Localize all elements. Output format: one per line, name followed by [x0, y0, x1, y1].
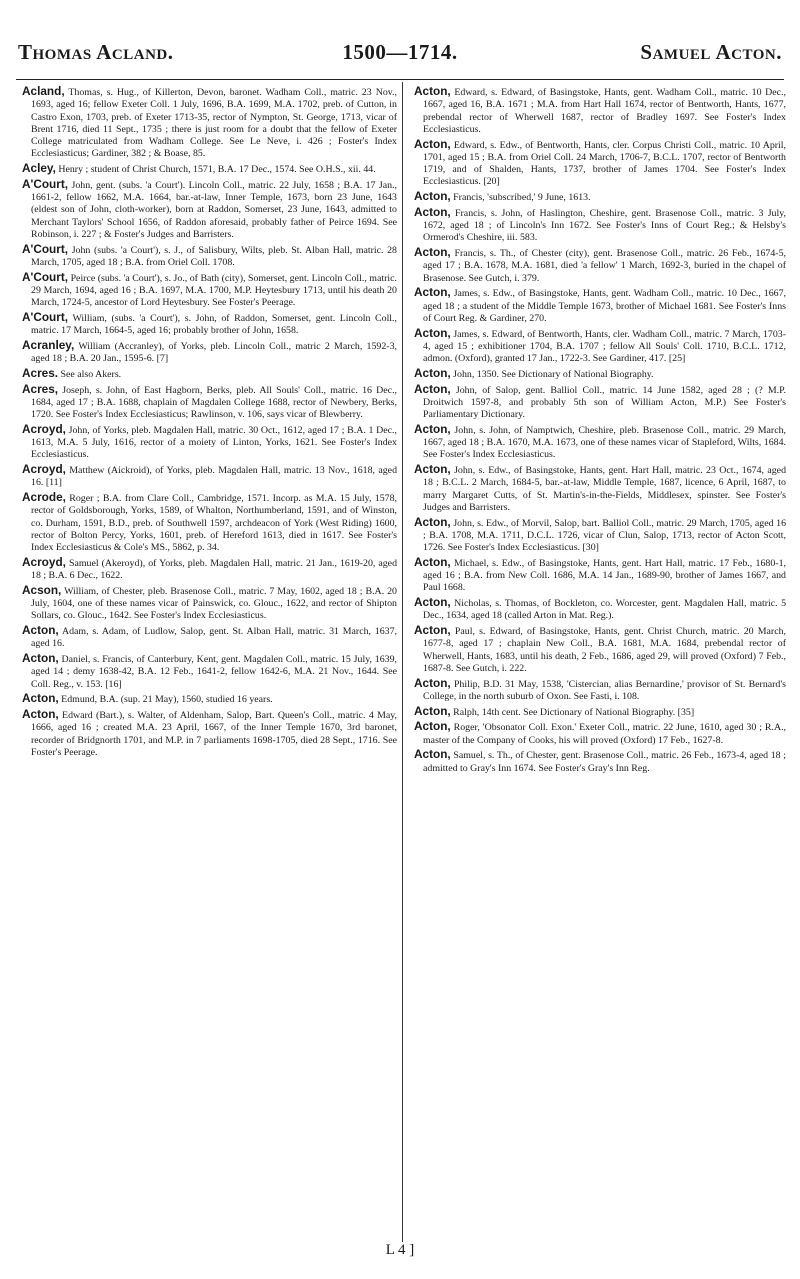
entry-text: William, (subs. 'a Court'), s. John, of Raddon, Somerset, gent. Lincoln Coll., matric. 17 March, 1664-5, aged 16; probably brother of John, 1658.: [31, 312, 397, 336]
entry-text: Matthew (Aickroid), of Yorks, pleb. Magdalen Hall, matric. 13 Nov., 1618, aged 16. [11]: [31, 465, 397, 489]
entry-text: Edward, s. Edward, of Basingstoke, Hants, gent. Wadham Coll., matric. 10 Dec., 1667, aged 16, B.A. 1671 ; M.A. from Hart Hall 1674, rector of Bentworth, Hants, 1677, prebendal rector of Wherwell 1687, rector of Bradley 1697. See Foster's Index Ecclesiasticus.: [423, 87, 786, 135]
entry-text: Francis, 'subscribed,' 9 June, 1613.: [453, 192, 591, 203]
entry: [414, 596, 786, 623]
entry-text: John, 1350. See Dictionary of National Biography.: [453, 368, 654, 380]
entry-text: Roger ; B.A. from Clare Coll., Cambridge, 1571. Incorp. as M.A. 15 July, 1578, rector of Goldsborough, Yorks, 1589, of Whalton, Northumberland, 1591, and of Winston, co. Durham, 1591, B.D., preb. of Southwell 1597, archdeacon of York (West Riding) 1600, rector of Bolton Percy, Yorks, 1601, preb. of Hereford 1613, died in 1617. See Foster's Index Ecclesiasticus & Cole's MS., 5862, p. 34.: [31, 493, 397, 553]
entry-name: Acton,: [22, 707, 59, 721]
entry-name: Acson,: [22, 582, 62, 597]
entry-name: Acton,: [414, 85, 451, 98]
entry-text: Paul, s. Edward, of Basingstoke, Hants, gent. Christ Church, matric. 20 March, 1677-8, aged 17 ; chaplain New Coll., B.A. 1681, M.A. 1684, prebendal rector of Wherwell, Hants, 1683, until his death, 2 Feb., 1686, aged 29, will proved (Oxford) 7 Feb., 1687-8. See Gutch, i. 222.: [423, 626, 786, 674]
entry-text: Roger, 'Obsonator Coll. Exon.' Exeter Coll., matric. 22 June, 1610, aged 30 ; R.A., master of the Company of Cooks, his will proved (Oxford) 17 Feb., 1627-8.: [423, 722, 786, 746]
entry-name: Acton,: [22, 691, 59, 706]
header-center: 1500—1714.: [342, 40, 458, 64]
entry-name: Acton,: [414, 285, 451, 300]
entry-text: Samuel (Akeroyd), of Yorks, pleb. Magdalen Hall, matric. 21 Jan., 1619-20, aged 18 ; B.A. 6 Dec., 1622.: [31, 557, 397, 581]
entry-text: William, of Chester, pleb. Brasenose Coll., matric. 7 May, 1602, aged 18 ; B.A. 20 July, 1604, one of these names vicar of Painswick, co. Glouc., 1622, and rector of Shipton Sollars, co. Glouc., 1642. See Foster's Index Ecclesiasticus.: [31, 585, 397, 622]
entry: [22, 178, 397, 241]
entry-name: Acton,: [414, 325, 451, 340]
entry: [414, 206, 786, 245]
entry-name: Acton,: [414, 462, 451, 476]
entry: [22, 243, 397, 270]
entry: [414, 327, 786, 366]
entry-name: A'Court,: [22, 241, 69, 256]
entry: [22, 162, 397, 176]
signature-mark: L 4 ]: [385, 1242, 415, 1258]
entry-text: Philip, B.D. 31 May, 1538, 'Cistercian, alias Bernardine,' provisor of St. Bernard's College, in the north suburb of Oxon. See Fasti, i. 108.: [423, 678, 786, 702]
entry-name: A'Court,: [22, 176, 69, 191]
entry: [414, 85, 786, 136]
entry-text: John, gent. (subs. 'a Court'). Lincoln Coll., matric. 22 July, 1658 ; B.A. 17 Jan., 1661-2, fellow 1662, M.A. 1664, bar.-at-law, Inner Temple, 1673, born 23 June, 1643 (eldest son of John, cloth-worker), born at Raddon, Somerset, 23 June, 1643, admitted to Merchant Taylors' School 1656, of Raddon aforesaid, probably father of Peirce 1694. See Robinson, i. 227 ; & Foster's Judges and Barristers.: [31, 179, 397, 240]
entry-name: Acton,: [414, 381, 451, 396]
entry-text: Thomas, s. Hug., of Killerton, Devon, baronet. Wadham Coll., matric. 23 Nov., 1693, aged 16; fellow Exeter Coll. 1 July, 1696, B.A. 1699, M.A. 1702, preb. of Cutton, in Castro Exon, 1703, preb. of Exeter 1713-35, rector of Nympton, St. George, 1713, vicar of Brent 1716, died 11 Sept., 1735 ; there is just room for a doubt that the fellow of Exeter College matriculated from Wadham College. See Le Neve, i. 426 ; Foster's Index Ecclesiasticus; Gardiner, 382 ; & Boase, 85.: [31, 87, 397, 160]
entry-name: Acton,: [414, 675, 451, 690]
entry: [414, 720, 786, 747]
entry-name: Acrode,: [22, 490, 66, 504]
entry: [414, 138, 786, 189]
entry-name: Acres,: [22, 381, 59, 396]
entry: [414, 705, 786, 719]
entry-text: Ralph, 14th cent. See Dictionary of National Biography. [35]: [453, 706, 695, 718]
right-column: [414, 85, 786, 1235]
entry: [22, 271, 397, 310]
entry: [414, 556, 786, 595]
entry: [22, 423, 397, 462]
entry-name: Acton,: [22, 623, 59, 637]
entry-name: Acley,: [22, 161, 56, 175]
entry: [414, 246, 786, 285]
entry-name: Acroyd,: [22, 462, 66, 476]
entry-name: A'Court,: [22, 269, 69, 284]
entry-name: Acres.: [22, 365, 59, 380]
entry-text: Adam, s. Adam, of Ludlow, Salop, gent. St. Alban Hall, matric. 31 March, 1637, aged 16.: [31, 626, 397, 650]
entry-text: William (Accranley), of Yorks, pleb. Lincoln Coll., matric 2 March, 1592-3, aged 18 ; B.A. 20 Jan., 1595-6. [7]: [31, 340, 397, 364]
entry-name: Acton,: [414, 245, 451, 259]
entry: [414, 516, 786, 555]
entry: [22, 491, 397, 554]
entry-text: Joseph, s. John, of East Hagborn, Berks, pleb. All Souls' Coll., matric. 16 Dec., 1684, aged 17 ; B.A. 1688, chaplain of Magdalen College 1688, rector of Newbery, Berks, 1720. See Foster's Index Ecclesiasticus; Rawlinson, v. 106, says vicar of Blewberry.: [31, 384, 397, 420]
entry-text: Samuel, s. Th., of Chester, gent. Brasenose Coll., matric. 26 Feb., 1673-4, aged 18 ; admitted to Gray's Inn 1674. See Foster's Gray's Inn Reg.: [423, 750, 786, 774]
entry-text: John, s. Edw., of Morvil, Salop, bart. Balliol Coll., matric. 29 March, 1705, aged 16 ; B.A. 1708, M.A. 1711, D.C.L. 1726, vicar of Clun, Salop, 1713, rector of Acton Scott, 1726. See Foster's Index Ecclesiasticus. [30]: [423, 517, 786, 553]
entry: [22, 383, 397, 422]
entry-text: James, s. Edw., of Basingstoke, Hants, gent. Wadham Coll., matric. 10 Dec., 1667, aged 18 ; a student of the Middle Temple 1673, brother of Michael 1681. See Foster's Inns of Court Reg. & Gardiner, 270.: [423, 288, 786, 324]
entry-text: Edmund, B.A. (sup. 21 May), 1560, studied 16 years.: [61, 694, 273, 706]
entry-text: John, of Yorks, pleb. Magdalen Hall, matric. 30 Oct., 1612, aged 17 ; B.A. 1 Dec., 1613, M.A. 5 July, 1616, rector of a moiety of Linton, Yorks, 1621. See Foster's Index Ecclesiasticus.: [31, 424, 397, 461]
entry: [414, 383, 786, 422]
entry-text: Francis, s. Th., of Chester (city), gent. Brasenose Coll., matric. 26 Feb., 1674-5, aged 17 ; B.A. 1678, M.A. 1681, died 'a fellow' 1 March, 1692-3, buried in the chapel of Brasenose. See Gutch, i. 379.: [423, 248, 786, 284]
column-divider: [402, 82, 403, 1242]
entry-name: Acton,: [414, 719, 451, 734]
entry-name: Acton,: [414, 747, 451, 762]
entry-name: Acton,: [414, 189, 451, 203]
entry: [414, 190, 786, 204]
entry-name: Acton,: [414, 595, 451, 609]
entry: [414, 423, 786, 462]
entry-name: Acton,: [414, 514, 451, 529]
entry: [22, 624, 397, 651]
entry-text: Daniel, s. Francis, of Canterbury, Kent, gent. Magdalen Coll., matric. 15 July, 1639, aged 14 ; demy 1638-42, B.A. 12 Feb., 1641-2, fellow 1642-6, M.A. 21 Nov., 1644. See Coll. Reg., v. 153. [16]: [31, 654, 397, 690]
header-left: Thomas Acland.: [18, 40, 174, 64]
entry-text: Francis, s. John, of Haslington, Cheshire, gent. Brasenose Coll., matric. 3 July, 1672, aged 18 ; of Lincoln's Inn 1672. See Foster's Inns of Court Reg.; & Helsby's Ormerod's Cheshire, iii. 583.: [423, 207, 786, 244]
entry-text: John (subs. 'a Court'), s. J., of Salisbury, Wilts, pleb. St. Alban Hall, matric. 28 March, 1705, aged 18 ; B.A. from Oriel Coll. 1708.: [31, 244, 397, 268]
entry-name: Acton,: [414, 136, 451, 151]
left-column: [22, 85, 397, 1235]
entry: [414, 367, 786, 381]
entry-name: Acton,: [414, 623, 451, 637]
entry: [22, 556, 397, 583]
entry-text: John, s. Edw., of Basingstoke, Hants, gent. Hart Hall, matric. 23 Oct., 1674, aged 18 ; B.C.L. 2 March, 1684-5, bar.-at-law, Middle Temple, 1687, licence, 6 April, 1687, to marry Margaret Cutts, of St. Martin's-in-the-Fields, Middlesex, spinster. See Foster's Judges and Barristers.: [423, 465, 786, 513]
entry-name: Acroyd,: [22, 554, 66, 569]
entry: [22, 311, 397, 338]
entry: [22, 708, 397, 759]
entry-text: Edward, s. Edw., of Bentworth, Hants, cler. Corpus Christi Coll., matric. 10 April, 1701, aged 15 ; B.A. from Oriel Coll. 24 March, 1706-7, B.C.L. 1707, rector of Bentworth 1719, and of Shalden, Hants, 1737, brother of James 1704. See Foster's Index Ecclesiasticus. [20]: [423, 139, 786, 188]
entry: [414, 677, 786, 704]
entry-text: Nicholas, s. Thomas, of Bockleton, co. Worcester, gent. Magdalen Hall, matric. 5 Dec., 1634, aged 18 (called Arton in Mat. Reg.).: [423, 598, 786, 622]
entry-name: Acland,: [22, 85, 65, 98]
entry-name: Acranley,: [22, 337, 75, 352]
entry: [22, 367, 397, 381]
entry-name: A'Court,: [22, 309, 69, 324]
entry-name: Acton,: [414, 365, 451, 380]
entry: [22, 339, 397, 366]
entry: [414, 286, 786, 325]
running-header: [16, 40, 784, 68]
entry: [414, 748, 786, 775]
entry-text: James, s. Edward, of Bentworth, Hants, cler. Wadham Coll., matric. 7 March, 1703-4, aged 15 ; exhibitioner 1704, B.A. 1707 ; fellow All Souls' Coll. 1710, B.C.L. 1712, admon. (Oxford), granted 17 Jan., 1722-3. See Gardiner, 417. [25]: [423, 328, 786, 364]
header-right: Samuel Acton.: [640, 40, 782, 64]
entry-name: Acton,: [414, 204, 451, 219]
entry: [22, 652, 397, 691]
entry: [22, 692, 397, 706]
entry-name: Acton,: [414, 421, 451, 436]
entry-text: John, s. John, of Namptwich, Cheshire, pleb. Brasenose Coll., matric. 29 March, 1667, aged 18 ; B.A. 1670, M.A. 1673, one of these names vicar of Stapleford, Wilts, 1684. See Foster's Index Ecclesiasticus.: [423, 424, 786, 461]
entry-text: Edward (Bart.), s. Walter, of Aldenham, Salop, Bart. Queen's Coll., matric. 4 May, 1666, aged 16 ; created M.A. 23 April, 1667, of the Inner Temple 1670, 3rd baronet, recorder of Bridgnorth 1701, and M.P. in 7 parliaments 1698-1705, died 28 Sept., 1716. See Foster's Peerage.: [31, 710, 397, 758]
entry: [414, 463, 786, 514]
entry: [22, 85, 397, 161]
entry: [22, 584, 397, 623]
entry-text: Michael, s. Edw., of Basingstoke, Hants, gent. Hart Hall, matric. 17 Feb., 1680-1, aged 16 ; B.A. from New Coll. 1686, M.A. 14 Jan., 1689-90, brother of James 1667, and Paul 1668.: [423, 557, 786, 594]
entry: [22, 463, 397, 490]
entry-text: Peirce (subs. 'a Court'), s. Jo., of Bath (city), Somerset, gent. Lincoln Coll., matric. 29 March, 1694, aged 16 ; B.A. 1697, M.A. 1700, M.P. Heytesbury 1713, until his death 20 March, 1724-5, ancestor of Lord Heytesbury. See Foster's Peerage.: [31, 272, 397, 308]
entry-name: Acton,: [22, 651, 59, 665]
entry-text: Henry ; student of Christ Church, 1571, B.A. 17 Dec., 1574. See O.H.S., xii. 44.: [58, 164, 376, 175]
entry-name: Acroyd,: [22, 421, 66, 436]
entry: [414, 624, 786, 675]
entry-text: John, of Salop, gent. Balliol Coll., matric. 14 June 1582, aged 28 ; (? M.P. Droitwich 1597-8, and probably 5th son of William Acton, M.P.) See Foster's Parliamentary Dictionary.: [423, 384, 786, 420]
entry-text: See also Akers.: [60, 368, 122, 380]
entry-name: Acton,: [414, 703, 451, 718]
header-rule: [16, 79, 784, 80]
entry-name: Acton,: [414, 554, 451, 569]
